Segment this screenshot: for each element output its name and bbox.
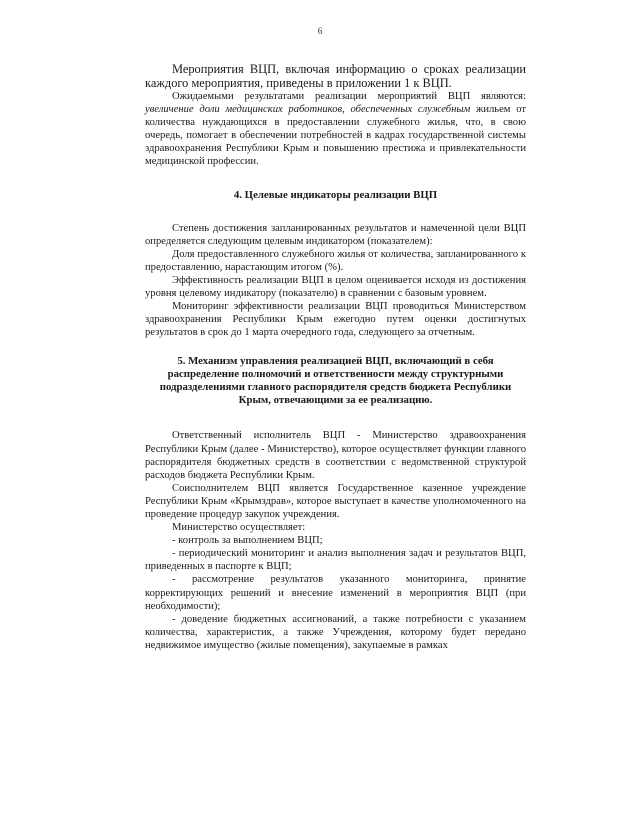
section-5-paragraph-1: Ответственный исполнитель ВЦП - Министерство здравоохранения Республики Крым (далее - Министерство), которое осуществляет функции главного распорядителя бюджетных средств в соответствии с ведомственной структурой расходов бюджета Республики Крым. [145,430,526,481]
list-item: - доведение бюджетных ассигнований, а также потребности с указанием количества, характеристик, а также Учреждения, которому будет передано недвижимое имущество (жилые помещения), закупаемые в рамках [145,613,526,651]
section-4-heading: 4. Целевые индикаторы реализации ВЦП [233,188,438,201]
intro-p2-rest: жильем от количества нуждающихся в предоставлении служебного жилья, что, в свою очередь, помогает в обеспечении потребностей в кадрах государственной системы здравоохранения Республики Крым и повышению престижа и привлекательности медицинской профессии. [145,104,526,168]
page-body [145,62,526,652]
section-4-paragraph-1: Степень достижения запланированных результатов и намеченной цели ВЦП определяется следующим целевым индикатором (показателем): [145,222,526,247]
section-5-paragraph-3: Министерство осуществляет: [172,522,306,534]
intro-p2-italic: увеличение доли медицинских работников, обеспеченных служебным [145,104,471,116]
section-4-paragraph-3: Эффективность реализации ВЦП в целом оценивается исходя из достижения уровня целевому индикатору (показателю) в сравнении с базовым уровнем. [145,274,526,300]
section-4-paragraph-4: Мониторинг эффективности реализации ВЦП проводиться Министерством здравоохранения Республики Крым ежегодно путем оценки достигнутых результатов в срок до 1 марта очередного года, следующего за отчетным. [145,301,526,339]
intro-paragraph-1: Мероприятия ВЦП, включая информацию о сроках реализации каждого мероприятия, приведены в приложении 1 к ВЦП. [145,62,526,90]
section-5-paragraph-2: Соисполнителем ВЦП является Государственное казенное учреждение Республики Крым «Крымздрав», которое выступает в качестве уполномоченного на проведение процедур закупок учреждения. [145,482,526,520]
section-4-paragraph-2: Доля предоставленного служебного жилья от количества, запланированного к предоставлению, нарастающим итогом (%). [145,248,526,273]
list-item: - контроль за выполнением ВЦП; [172,535,323,547]
intro-p2-lead: Ожидаемыми результатами реализации мероприятий ВЦП являются: [172,91,526,102]
page-number: 6 [317,26,323,36]
section-5-heading: 5. Механизм управления реализацией ВЦП, включающий в себя распределение полномочий и ответственности между структурными подразделениями главного распорядителя средств бюджета Республики Крым, отвечающими за ее реализацию. [159,355,512,407]
list-item: - рассмотрение результатов указанного мониторинга, принятие корректирующих решений и внесение изменений в мероприятия ВЦП (при необходимости); [145,574,526,612]
intro-paragraph-2 [145,90,526,169]
list-item: - периодический мониторинг и анализ выполнения задач и результатов ВЦП, приведенных в паспорте к ВЦП; [145,548,526,573]
